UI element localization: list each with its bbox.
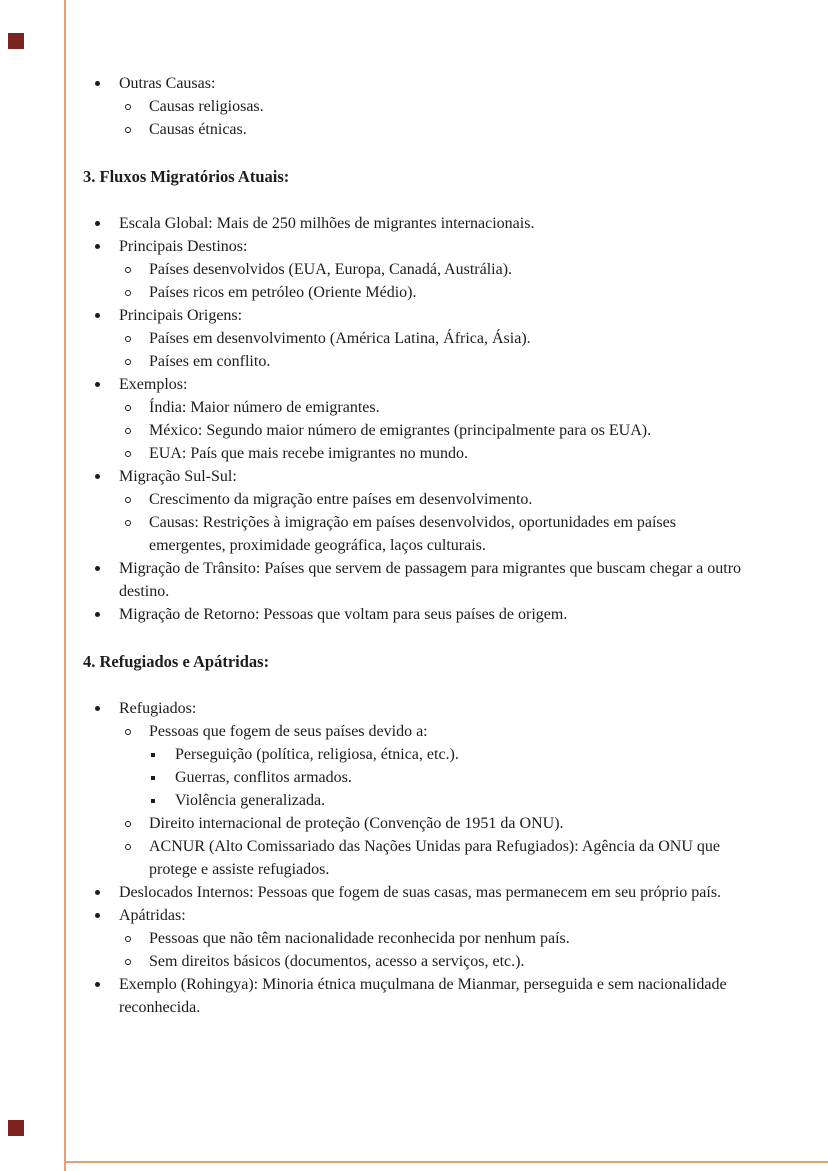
- list-item-text: Deslocados Internos: Pessoas que fogem de suas casas, mas permanecem em seu próprio país.: [119, 884, 722, 901]
- list-item: [83, 720, 755, 743]
- list-item: [83, 511, 755, 557]
- list-item-text: Países desenvolvidos (EUA, Europa, Canadá, Austrália).: [149, 261, 513, 278]
- bullet-square-marker: [151, 789, 163, 812]
- list-item: [83, 465, 755, 488]
- list-item-text: Principais Destinos:: [119, 238, 248, 255]
- bullet-circle-marker: [125, 720, 137, 743]
- accent-bottom-line: [64, 1161, 828, 1163]
- list-item-text: Direito internacional de proteção (Convenção de 1951 da ONU).: [149, 815, 564, 832]
- list-item-text: Apátridas:: [119, 907, 186, 924]
- list-item: [83, 603, 755, 626]
- list-item: [83, 488, 755, 511]
- bullet-disc-marker: [95, 973, 107, 996]
- list-item: [83, 950, 755, 973]
- list-item: [83, 95, 755, 118]
- accent-vertical-line: [64, 0, 66, 1171]
- list-item-text: Países ricos em petróleo (Oriente Médio).: [149, 284, 417, 301]
- document-content: [83, 72, 755, 1019]
- list-item-text: Outras Causas:: [119, 75, 216, 92]
- list-item: [83, 118, 755, 141]
- list-item: [83, 327, 755, 350]
- bullet-circle-marker: [125, 95, 137, 118]
- bullet-disc-marker: [95, 212, 107, 235]
- corner-square-bottom: [8, 1120, 24, 1136]
- list-item-text: Guerras, conflitos armados.: [175, 769, 352, 786]
- bullet-circle-marker: [125, 812, 137, 835]
- list-item-text: Países em desenvolvimento (América Latina, África, Ásia).: [149, 330, 531, 347]
- bullet-disc-marker: [95, 304, 107, 327]
- list-item: [83, 396, 755, 419]
- bullet-disc-marker: [95, 465, 107, 488]
- list-item-text: Migração de Trânsito: Países que servem de passagem para migrantes que buscam chegar a outro destino.: [119, 560, 742, 600]
- list-item: [83, 235, 755, 258]
- bullet-disc-marker: [95, 557, 107, 580]
- bullet-circle-marker: [125, 950, 137, 973]
- section-heading: 4. Refugiados e Apátridas:: [83, 652, 270, 671]
- list-item-text: Migração de Retorno: Pessoas que voltam para seus países de origem.: [119, 606, 568, 623]
- list-item-text: Exemplo (Rohingya): Minoria étnica muçulmana de Mianmar, perseguida e sem nacionalidade reconhecida.: [119, 976, 727, 1016]
- list-item: [83, 927, 755, 950]
- list-item-text: Causas étnicas.: [149, 121, 247, 138]
- bullet-disc-marker: [95, 881, 107, 904]
- bullet-disc-marker: [95, 373, 107, 396]
- list-item: [83, 373, 755, 396]
- list-item-text: Migração Sul-Sul:: [119, 468, 237, 485]
- bullet-circle-marker: [125, 396, 137, 419]
- bullet-square-marker: [151, 743, 163, 766]
- bullet-square-marker: [151, 766, 163, 789]
- bullet-disc-marker: [95, 904, 107, 927]
- list-item: [83, 881, 755, 904]
- list-item-text: Refugiados:: [119, 700, 197, 717]
- bullet-circle-marker: [125, 927, 137, 950]
- bullet-circle-marker: [125, 118, 137, 141]
- bullet-circle-marker: [125, 511, 137, 534]
- list-item-text: Causas: Restrições à imigração em países desenvolvidos, oportunidades em países emergentes, proximidade geográfica, laços culturais.: [149, 514, 676, 554]
- list-item-text: Principais Origens:: [119, 307, 243, 324]
- list-item-text: Sem direitos básicos (documentos, acesso a serviços, etc.).: [149, 953, 525, 970]
- list-item-text: Pessoas que fogem de seus países devido a:: [149, 723, 428, 740]
- bullet-disc-marker: [95, 697, 107, 720]
- bullet-disc-marker: [95, 235, 107, 258]
- bullet-circle-marker: [125, 419, 137, 442]
- list-item-text: Índia: Maior número de emigrantes.: [149, 399, 380, 416]
- section-heading: 3. Fluxos Migratórios Atuais:: [83, 167, 290, 186]
- list-item: [83, 281, 755, 304]
- list-item-text: EUA: País que mais recebe imigrantes no mundo.: [149, 445, 469, 462]
- list-item: [83, 743, 755, 766]
- list-item-text: Causas religiosas.: [149, 98, 264, 115]
- bullet-circle-marker: [125, 258, 137, 281]
- list-item: [83, 258, 755, 281]
- bullet-disc-marker: [95, 72, 107, 95]
- list-item-text: Exemplos:: [119, 376, 188, 393]
- list-item-text: Países em conflito.: [149, 353, 271, 370]
- list-item: [83, 557, 755, 603]
- list-item: [83, 789, 755, 812]
- corner-square-top: [8, 33, 24, 49]
- bullet-circle-marker: [125, 327, 137, 350]
- bullet-circle-marker: [125, 488, 137, 511]
- list-item: [83, 212, 755, 235]
- list-item-text: ACNUR (Alto Comissariado das Nações Unidas para Refugiados): Agência da ONU que protege e assiste refugiados.: [149, 838, 720, 878]
- list-item-text: Perseguição (política, religiosa, étnica, etc.).: [175, 746, 459, 763]
- bullet-disc-marker: [95, 603, 107, 626]
- bullet-circle-marker: [125, 281, 137, 304]
- list-item-text: Crescimento da migração entre países em desenvolvimento.: [149, 491, 533, 508]
- list-item: [83, 835, 755, 881]
- list-item: [83, 766, 755, 789]
- list-item: [83, 419, 755, 442]
- bullet-circle-marker: [125, 350, 137, 373]
- list-item: [83, 973, 755, 1019]
- list-item: [83, 350, 755, 373]
- list-item: [83, 904, 755, 927]
- list-item-text: Pessoas que não têm nacionalidade reconhecida por nenhum país.: [149, 930, 570, 947]
- list-item: [83, 304, 755, 327]
- bullet-circle-marker: [125, 835, 137, 858]
- bullet-circle-marker: [125, 442, 137, 465]
- list-item: [83, 812, 755, 835]
- list-item: [83, 442, 755, 465]
- list-item: [83, 72, 755, 95]
- list-item-text: Violência generalizada.: [175, 792, 326, 809]
- list-item: [83, 697, 755, 720]
- list-item-text: México: Segundo maior número de emigrantes (principalmente para os EUA).: [149, 422, 652, 439]
- list-item-text: Escala Global: Mais de 250 milhões de migrantes internacionais.: [119, 215, 535, 232]
